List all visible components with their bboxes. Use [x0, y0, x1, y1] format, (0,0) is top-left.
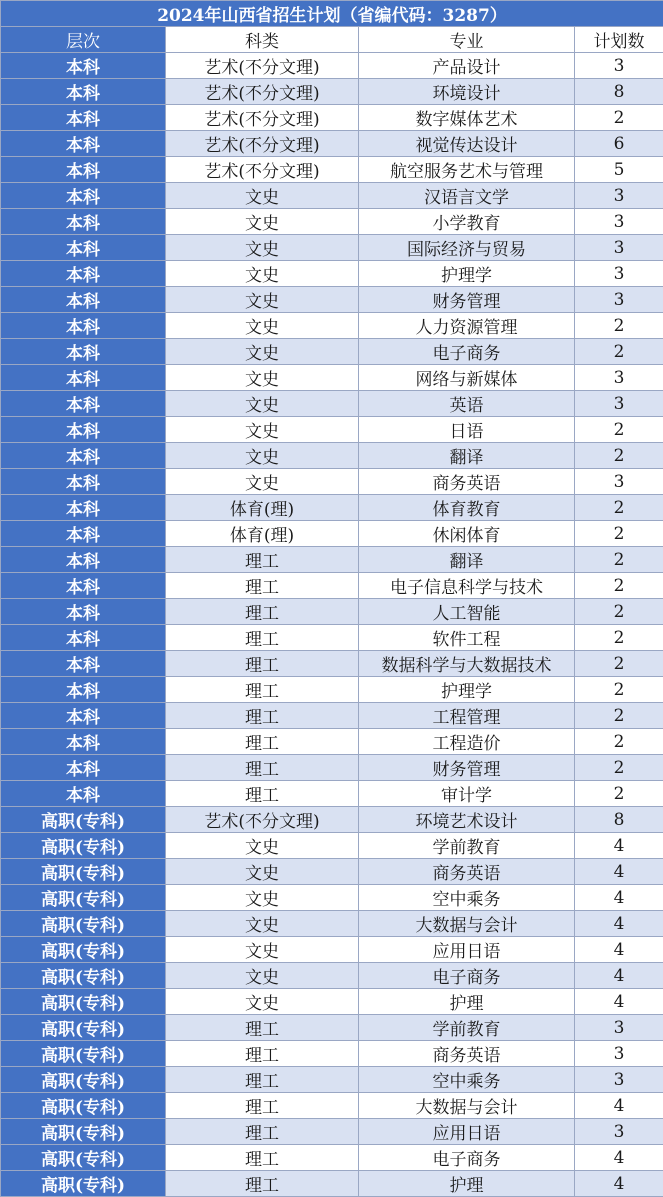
cell-category: 理工 — [166, 1015, 359, 1041]
cell-category: 文史 — [166, 365, 359, 391]
table-header-row — [1, 27, 663, 53]
cell-category: 文史 — [166, 339, 359, 365]
cell-count: 4 — [575, 833, 663, 859]
cell-category: 理工 — [166, 1093, 359, 1119]
table-row — [1, 521, 663, 547]
cell-category: 体育(理) — [166, 521, 359, 547]
cell-count: 4 — [575, 1171, 663, 1197]
cell-major: 翻译 — [359, 443, 575, 469]
cell-category: 理工 — [166, 1171, 359, 1197]
cell-major: 环境设计 — [359, 79, 575, 105]
cell-level: 本科 — [1, 157, 166, 183]
cell-level: 本科 — [1, 235, 166, 261]
table-row — [1, 1119, 663, 1145]
cell-major: 财务管理 — [359, 755, 575, 781]
table-row — [1, 911, 663, 937]
cell-major: 大数据与会计 — [359, 911, 575, 937]
cell-level: 高职(专科) — [1, 989, 166, 1015]
cell-count: 4 — [575, 1093, 663, 1119]
cell-category: 艺术(不分文理) — [166, 131, 359, 157]
table-row — [1, 495, 663, 521]
cell-level: 高职(专科) — [1, 1041, 166, 1067]
cell-major: 护理学 — [359, 261, 575, 287]
cell-count: 5 — [575, 157, 663, 183]
cell-major: 空中乘务 — [359, 885, 575, 911]
cell-count: 8 — [575, 807, 663, 833]
cell-major: 审计学 — [359, 781, 575, 807]
cell-category: 体育(理) — [166, 495, 359, 521]
cell-major: 数据科学与大数据技术 — [359, 651, 575, 677]
cell-category: 文史 — [166, 183, 359, 209]
table-row — [1, 1067, 663, 1093]
cell-category: 文史 — [166, 859, 359, 885]
cell-count: 2 — [575, 339, 663, 365]
table-row — [1, 1015, 663, 1041]
cell-count: 2 — [575, 625, 663, 651]
table-row — [1, 105, 663, 131]
cell-level: 本科 — [1, 703, 166, 729]
cell-level: 本科 — [1, 313, 166, 339]
cell-count: 2 — [575, 781, 663, 807]
table-row — [1, 469, 663, 495]
cell-major: 软件工程 — [359, 625, 575, 651]
table-row — [1, 339, 663, 365]
cell-major: 汉语言文学 — [359, 183, 575, 209]
table-row — [1, 833, 663, 859]
cell-level: 高职(专科) — [1, 885, 166, 911]
table-row — [1, 703, 663, 729]
cell-level: 本科 — [1, 651, 166, 677]
cell-category: 理工 — [166, 677, 359, 703]
cell-major: 人力资源管理 — [359, 313, 575, 339]
table-row — [1, 183, 663, 209]
cell-count: 3 — [575, 183, 663, 209]
cell-major: 商务英语 — [359, 469, 575, 495]
cell-major: 商务英语 — [359, 859, 575, 885]
cell-category: 文史 — [166, 963, 359, 989]
cell-count: 2 — [575, 755, 663, 781]
cell-level: 本科 — [1, 209, 166, 235]
cell-major: 电子商务 — [359, 339, 575, 365]
cell-major: 护理 — [359, 1171, 575, 1197]
table-body — [1, 53, 663, 1197]
table-row — [1, 781, 663, 807]
cell-count: 3 — [575, 235, 663, 261]
table-row — [1, 859, 663, 885]
table-row — [1, 209, 663, 235]
cell-count: 2 — [575, 547, 663, 573]
cell-level: 本科 — [1, 573, 166, 599]
header-level: 层次 — [1, 27, 166, 53]
cell-count: 2 — [575, 729, 663, 755]
cell-major: 体育教育 — [359, 495, 575, 521]
cell-count: 3 — [575, 365, 663, 391]
table-row — [1, 365, 663, 391]
cell-level: 高职(专科) — [1, 1145, 166, 1171]
header-count: 计划数 — [575, 27, 663, 53]
table-row — [1, 1171, 663, 1197]
cell-count: 3 — [575, 1015, 663, 1041]
table-row — [1, 1093, 663, 1119]
cell-count: 3 — [575, 1119, 663, 1145]
cell-level: 本科 — [1, 131, 166, 157]
cell-major: 电子信息科学与技术 — [359, 573, 575, 599]
cell-category: 理工 — [166, 755, 359, 781]
cell-category: 理工 — [166, 1041, 359, 1067]
cell-count: 4 — [575, 963, 663, 989]
cell-level: 本科 — [1, 183, 166, 209]
cell-major: 数字媒体艺术 — [359, 105, 575, 131]
cell-level: 本科 — [1, 261, 166, 287]
cell-major: 日语 — [359, 417, 575, 443]
cell-count: 2 — [575, 521, 663, 547]
table-row — [1, 885, 663, 911]
cell-count: 3 — [575, 209, 663, 235]
cell-major: 人工智能 — [359, 599, 575, 625]
table-row — [1, 391, 663, 417]
table-row — [1, 287, 663, 313]
cell-level: 本科 — [1, 105, 166, 131]
cell-major: 视觉传达设计 — [359, 131, 575, 157]
cell-level: 高职(专科) — [1, 1067, 166, 1093]
cell-category: 艺术(不分文理) — [166, 807, 359, 833]
cell-level: 高职(专科) — [1, 911, 166, 937]
table-row — [1, 651, 663, 677]
cell-count: 2 — [575, 105, 663, 131]
cell-count: 4 — [575, 937, 663, 963]
cell-count: 4 — [575, 1145, 663, 1171]
cell-count: 3 — [575, 391, 663, 417]
table-row — [1, 599, 663, 625]
cell-major: 翻译 — [359, 547, 575, 573]
cell-category: 文史 — [166, 391, 359, 417]
cell-major: 护理 — [359, 989, 575, 1015]
cell-count: 3 — [575, 287, 663, 313]
cell-category: 文史 — [166, 989, 359, 1015]
cell-level: 本科 — [1, 495, 166, 521]
cell-major: 小学教育 — [359, 209, 575, 235]
cell-category: 文史 — [166, 885, 359, 911]
cell-category: 文史 — [166, 287, 359, 313]
table-row — [1, 755, 663, 781]
cell-level: 本科 — [1, 521, 166, 547]
cell-major: 学前教育 — [359, 1015, 575, 1041]
cell-count: 2 — [575, 573, 663, 599]
cell-category: 艺术(不分文理) — [166, 53, 359, 79]
cell-category: 文史 — [166, 469, 359, 495]
cell-category: 理工 — [166, 547, 359, 573]
cell-level: 高职(专科) — [1, 937, 166, 963]
cell-major: 大数据与会计 — [359, 1093, 575, 1119]
table-row — [1, 547, 663, 573]
cell-level: 本科 — [1, 287, 166, 313]
cell-category: 理工 — [166, 651, 359, 677]
cell-count: 4 — [575, 859, 663, 885]
table-row — [1, 261, 663, 287]
cell-level: 高职(专科) — [1, 1171, 166, 1197]
cell-category: 艺术(不分文理) — [166, 157, 359, 183]
cell-level: 本科 — [1, 755, 166, 781]
table-row — [1, 443, 663, 469]
cell-count: 3 — [575, 261, 663, 287]
cell-count: 2 — [575, 495, 663, 521]
table-row — [1, 989, 663, 1015]
cell-major: 学前教育 — [359, 833, 575, 859]
cell-level: 本科 — [1, 391, 166, 417]
cell-major: 财务管理 — [359, 287, 575, 313]
cell-level: 本科 — [1, 729, 166, 755]
table-row — [1, 963, 663, 989]
cell-count: 2 — [575, 703, 663, 729]
cell-level: 本科 — [1, 547, 166, 573]
cell-category: 理工 — [166, 729, 359, 755]
cell-major: 产品设计 — [359, 53, 575, 79]
cell-level: 高职(专科) — [1, 1015, 166, 1041]
cell-category: 文史 — [166, 313, 359, 339]
cell-count: 6 — [575, 131, 663, 157]
cell-count: 2 — [575, 417, 663, 443]
table-title: 2024年山西省招生计划（省编代码：3287） — [1, 1, 663, 27]
cell-level: 本科 — [1, 79, 166, 105]
cell-category: 文史 — [166, 261, 359, 287]
table-row — [1, 313, 663, 339]
cell-level: 本科 — [1, 443, 166, 469]
table-row — [1, 235, 663, 261]
cell-count: 2 — [575, 599, 663, 625]
cell-category: 文史 — [166, 443, 359, 469]
header-category: 科类 — [166, 27, 359, 53]
table-row — [1, 937, 663, 963]
table-row — [1, 53, 663, 79]
cell-count: 4 — [575, 911, 663, 937]
table-row — [1, 417, 663, 443]
cell-level: 本科 — [1, 625, 166, 651]
cell-category: 理工 — [166, 599, 359, 625]
cell-category: 文史 — [166, 937, 359, 963]
cell-count: 3 — [575, 469, 663, 495]
cell-count: 3 — [575, 53, 663, 79]
cell-level: 本科 — [1, 599, 166, 625]
cell-major: 应用日语 — [359, 937, 575, 963]
table-row — [1, 625, 663, 651]
cell-category: 艺术(不分文理) — [166, 79, 359, 105]
cell-major: 英语 — [359, 391, 575, 417]
cell-category: 文史 — [166, 417, 359, 443]
cell-major: 航空服务艺术与管理 — [359, 157, 575, 183]
table-row — [1, 1041, 663, 1067]
cell-major: 电子商务 — [359, 1145, 575, 1171]
cell-category: 理工 — [166, 1067, 359, 1093]
cell-level: 高职(专科) — [1, 1093, 166, 1119]
cell-level: 高职(专科) — [1, 833, 166, 859]
header-major: 专业 — [359, 27, 575, 53]
cell-category: 文史 — [166, 911, 359, 937]
table-row — [1, 157, 663, 183]
cell-major: 网络与新媒体 — [359, 365, 575, 391]
cell-major: 空中乘务 — [359, 1067, 575, 1093]
cell-count: 4 — [575, 989, 663, 1015]
table-row — [1, 807, 663, 833]
cell-major: 工程管理 — [359, 703, 575, 729]
cell-category: 理工 — [166, 703, 359, 729]
cell-major: 休闲体育 — [359, 521, 575, 547]
cell-major: 商务英语 — [359, 1041, 575, 1067]
cell-level: 本科 — [1, 339, 166, 365]
cell-major: 工程造价 — [359, 729, 575, 755]
cell-level: 高职(专科) — [1, 1119, 166, 1145]
cell-major: 应用日语 — [359, 1119, 575, 1145]
table-row — [1, 1145, 663, 1171]
table-row — [1, 573, 663, 599]
cell-category: 理工 — [166, 573, 359, 599]
cell-level: 高职(专科) — [1, 859, 166, 885]
cell-major: 护理学 — [359, 677, 575, 703]
cell-level: 本科 — [1, 365, 166, 391]
cell-count: 2 — [575, 677, 663, 703]
cell-category: 理工 — [166, 625, 359, 651]
cell-count: 2 — [575, 313, 663, 339]
cell-count: 2 — [575, 443, 663, 469]
cell-major: 电子商务 — [359, 963, 575, 989]
cell-category: 文史 — [166, 209, 359, 235]
cell-major: 国际经济与贸易 — [359, 235, 575, 261]
cell-category: 理工 — [166, 1119, 359, 1145]
cell-category: 艺术(不分文理) — [166, 105, 359, 131]
cell-category: 文史 — [166, 235, 359, 261]
table-row — [1, 79, 663, 105]
cell-category: 理工 — [166, 1145, 359, 1171]
table-row — [1, 729, 663, 755]
table-row — [1, 677, 663, 703]
table-row — [1, 131, 663, 157]
cell-count: 8 — [575, 79, 663, 105]
cell-category: 文史 — [166, 833, 359, 859]
cell-count: 2 — [575, 651, 663, 677]
cell-level: 本科 — [1, 53, 166, 79]
cell-count: 3 — [575, 1041, 663, 1067]
cell-level: 高职(专科) — [1, 807, 166, 833]
table-title-row — [1, 1, 663, 27]
cell-count: 4 — [575, 885, 663, 911]
cell-level: 本科 — [1, 781, 166, 807]
cell-count: 3 — [575, 1067, 663, 1093]
cell-level: 本科 — [1, 469, 166, 495]
cell-level: 本科 — [1, 677, 166, 703]
cell-major: 环境艺术设计 — [359, 807, 575, 833]
cell-level: 高职(专科) — [1, 963, 166, 989]
cell-category: 理工 — [166, 781, 359, 807]
cell-level: 本科 — [1, 417, 166, 443]
